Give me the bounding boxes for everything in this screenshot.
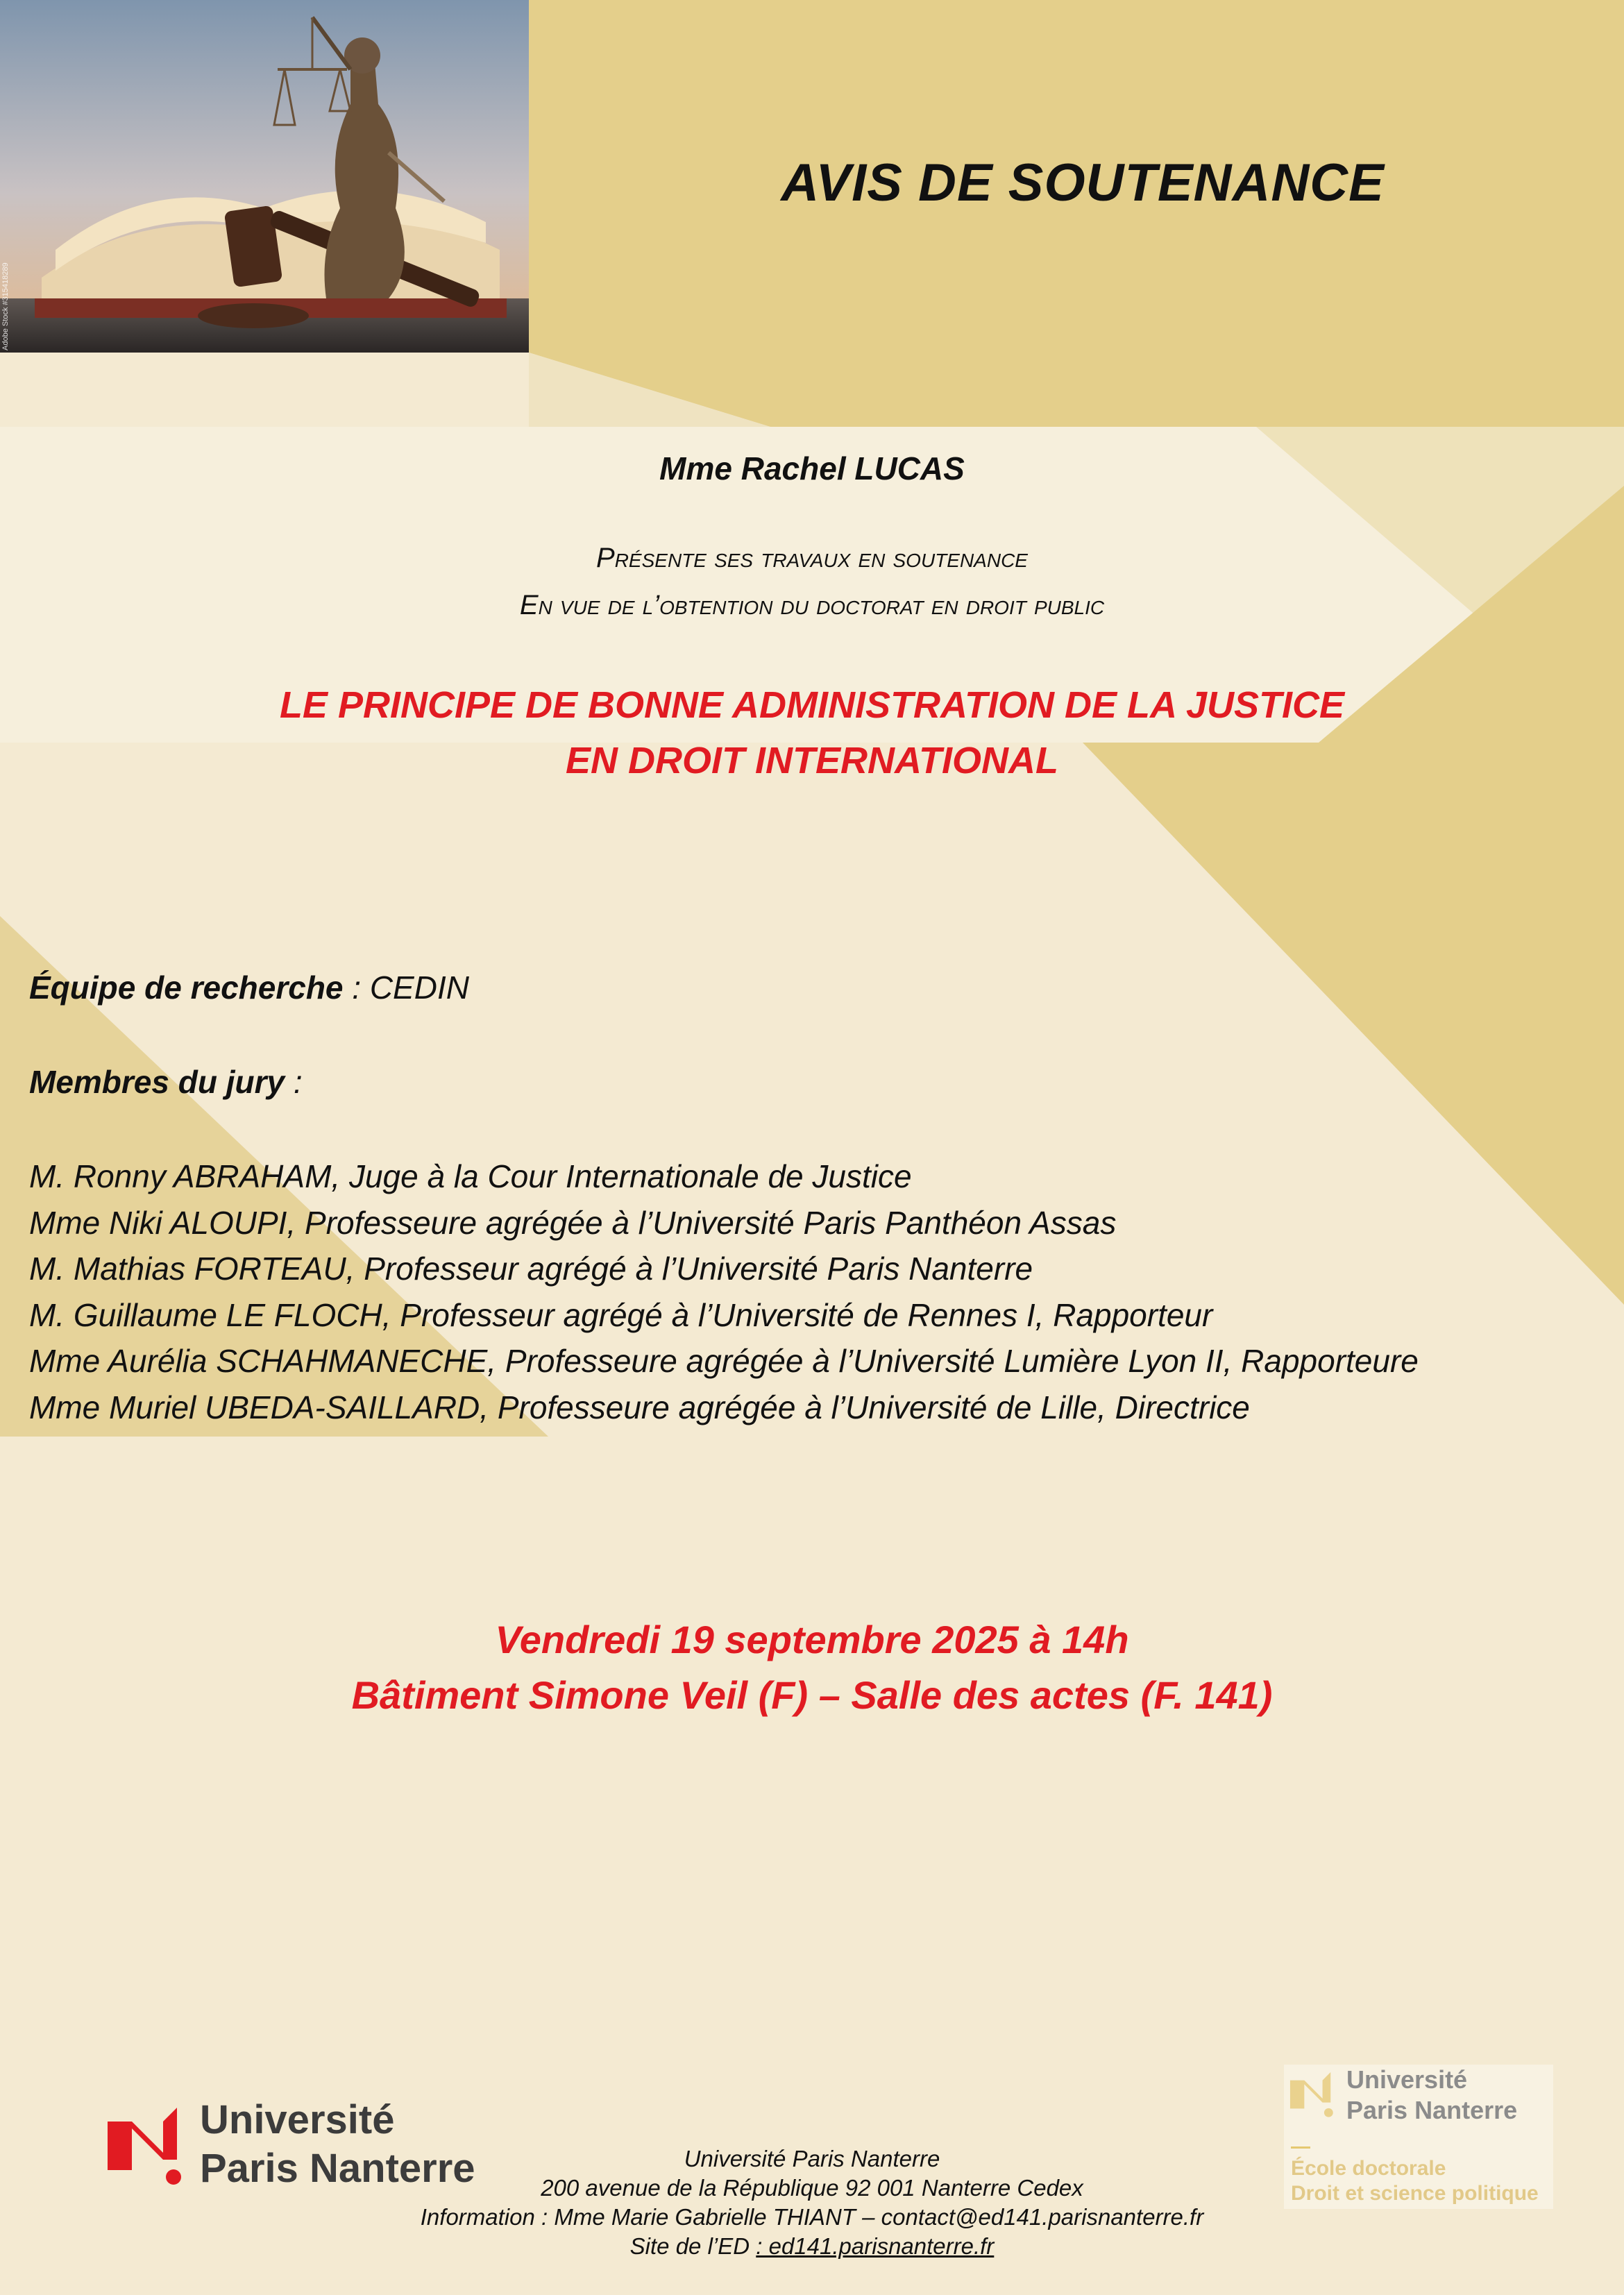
nanterre-logo-mark-icon xyxy=(1288,2070,1337,2119)
defense-location: Bâtiment Simone Veil (F) – Salle des actes (F. 141) xyxy=(351,1673,1273,1717)
jury-heading xyxy=(29,1063,303,1101)
defense-date: Vendredi 19 septembre 2025 à 14h xyxy=(495,1618,1129,1661)
footer-line-2: 200 avenue de la République 92 001 Nanterre Cedex xyxy=(541,2175,1083,2201)
jury-member: M. Guillaume LE FLOCH, Professeur agrégé à l’Université de Rennes I, Rapporteur xyxy=(29,1296,1213,1333)
presentation-line-1: Présente ses travaux en soutenance xyxy=(596,543,1028,573)
jury-member: Mme Aurélia SCHAHMANECHE, Professeure agrégée à l’Université Lumière Lyon II, Rapporteure xyxy=(29,1343,1419,1379)
doctoral-logo-line-2: Paris Nanterre xyxy=(1346,2096,1518,2124)
photo-credit: Adobe Stock #315418289 xyxy=(1,262,10,350)
footer-line-4 xyxy=(0,2232,1624,2261)
jury-list xyxy=(29,1153,1419,1430)
doctoral-logo-line-1: Université xyxy=(1346,2065,1468,2094)
footer-site-prefix: Site de l’ED xyxy=(629,2233,756,2259)
doctoral-logo-line-3: École doctorale xyxy=(1291,2157,1446,2180)
justice-statue-photo xyxy=(0,0,529,353)
doctoral-logo-line-4: Droit et science politique xyxy=(1291,2182,1539,2205)
jury-member: Mme Muriel UBEDA-SAILLARD, Professeure agrégée à l’Université de Lille, Directrice xyxy=(29,1389,1250,1425)
footer-site-link[interactable]: : ed141.parisnanterre.fr xyxy=(756,2233,995,2259)
research-team-value: : CEDIN xyxy=(343,969,469,1006)
jury-member: M. Ronny ABRAHAM, Juge à la Cour Internationale de Justice xyxy=(29,1158,912,1194)
research-team-label: Équipe de recherche xyxy=(29,969,344,1006)
footer-line-3: Information : Mme Marie Gabrielle THIANT – contact@ed141.parisnanterre.fr xyxy=(420,2204,1204,2230)
research-team xyxy=(29,969,469,1006)
thesis-title-line-1: LE PRINCIPE DE BONNE ADMINISTRATION DE LA JUSTICE xyxy=(279,684,1345,726)
university-logo-line-2: Paris Nanterre xyxy=(200,2146,475,2191)
candidate-name: Mme Rachel LUCAS xyxy=(659,450,965,486)
page-title: AVIS DE SOUTENANCE xyxy=(781,153,1385,212)
jury-heading-colon: : xyxy=(285,1064,303,1100)
jury-member: Mme Niki ALOUPI, Professeure agrégée à l’Université Paris Panthéon Assas xyxy=(29,1204,1117,1241)
jury-member: M. Mathias FORTEAU, Professeur agrégé à l’Université Paris Nanterre xyxy=(29,1251,1033,1287)
university-logo-line-1: Université xyxy=(200,2097,395,2142)
footer-contact xyxy=(0,2144,1624,2261)
presentation-line-2: En vue de l’obtention du doctorat en droit public xyxy=(519,590,1105,620)
jury-heading-label: Membres du jury xyxy=(29,1064,285,1100)
footer-line-1: Université Paris Nanterre xyxy=(684,2146,940,2171)
thesis-title-line-2: EN DROIT INTERNATIONAL xyxy=(566,740,1058,781)
